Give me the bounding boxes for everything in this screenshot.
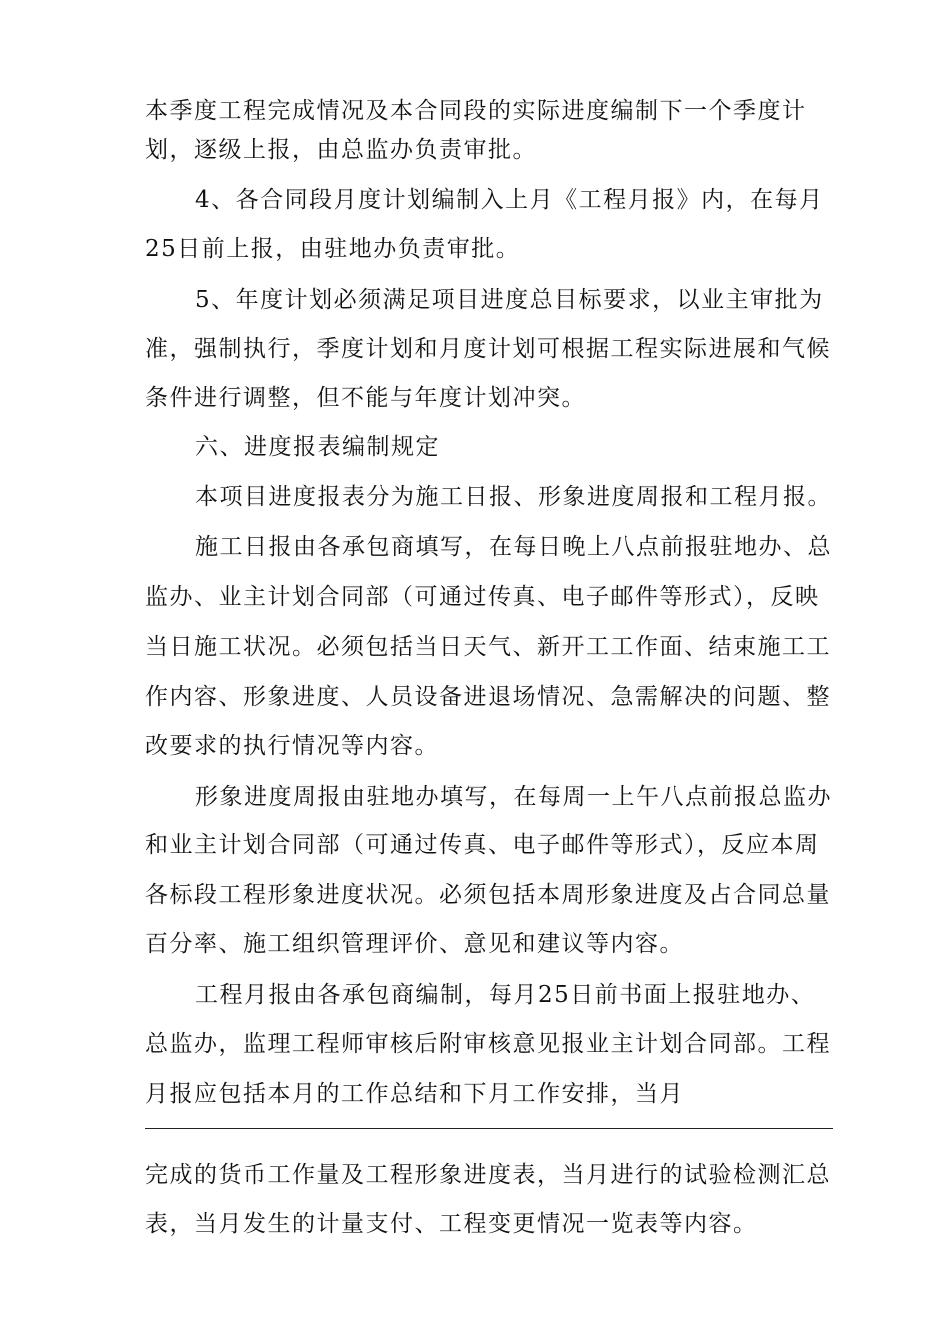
- text-line: 完成的货币工作量及工程形象进度表，当月进行的试验检测汇总: [145, 1162, 831, 1188]
- text-line: 5、年度计划必须满足项目进度总目标要求，以业主审批为: [195, 287, 824, 313]
- text-line: 25日前上报，由驻地办负责审批。: [145, 236, 521, 262]
- text-line: 作内容、形象进度、人员设备进退场情况、急需解决的问题、整: [145, 684, 831, 710]
- page-divider: [145, 1128, 833, 1129]
- text-line: 改要求的执行情况等内容。: [145, 733, 439, 759]
- text-line: 工程月报由各承包商编制，每月25日前书面上报驻地办、: [195, 982, 816, 1008]
- section-heading: 六、进度报表编制规定: [195, 434, 440, 460]
- text-line: 监办、业主计划合同部（可通过传真、电子邮件等形式），反映: [145, 584, 820, 610]
- text-line: 月报应包括本月的工作总结和下月工作安排，当月: [145, 1081, 684, 1107]
- text-line: 本季度工程完成情况及本合同段的实际进度编制下一个季度计: [145, 98, 807, 124]
- text-line: 当日施工状况。必须包括当日天气、新开工工作面、结束施工工: [145, 634, 831, 660]
- text-line: 本项目进度报表分为施工日报、形象进度周报和工程月报。: [195, 484, 832, 510]
- text-line: 百分率、施工组织管理评价、意见和建议等内容。: [145, 931, 684, 957]
- text-line: 4、各合同段月度计划编制入上月《工程月报》内，在每月: [195, 187, 824, 213]
- text-line: 各标段工程形象进度状况。必须包括本周形象进度及占合同总量: [145, 882, 831, 908]
- text-line: 准，强制执行，季度计划和月度计划可根据工程实际进展和气候: [145, 336, 831, 362]
- text-line: 总监办，监理工程师审核后附审核意见报业主计划合同部。工程: [145, 1031, 831, 1057]
- text-line: 表，当月发生的计量支付、工程变更情况一览表等内容。: [145, 1211, 758, 1237]
- text-line: 条件进行调整，但不能与年度计划冲突。: [145, 385, 586, 411]
- text-line: 和业主计划合同部（可通过传真、电子邮件等形式），反应本周: [145, 832, 820, 858]
- text-line: 形象进度周报由驻地办填写，在每周一上午八点前报总监办: [195, 784, 832, 810]
- text-line: 划，逐级上报，由总监办负责审批。: [145, 137, 537, 163]
- text-line: 施工日报由各承包商填写，在每日晚上八点前报驻地办、总: [195, 534, 832, 560]
